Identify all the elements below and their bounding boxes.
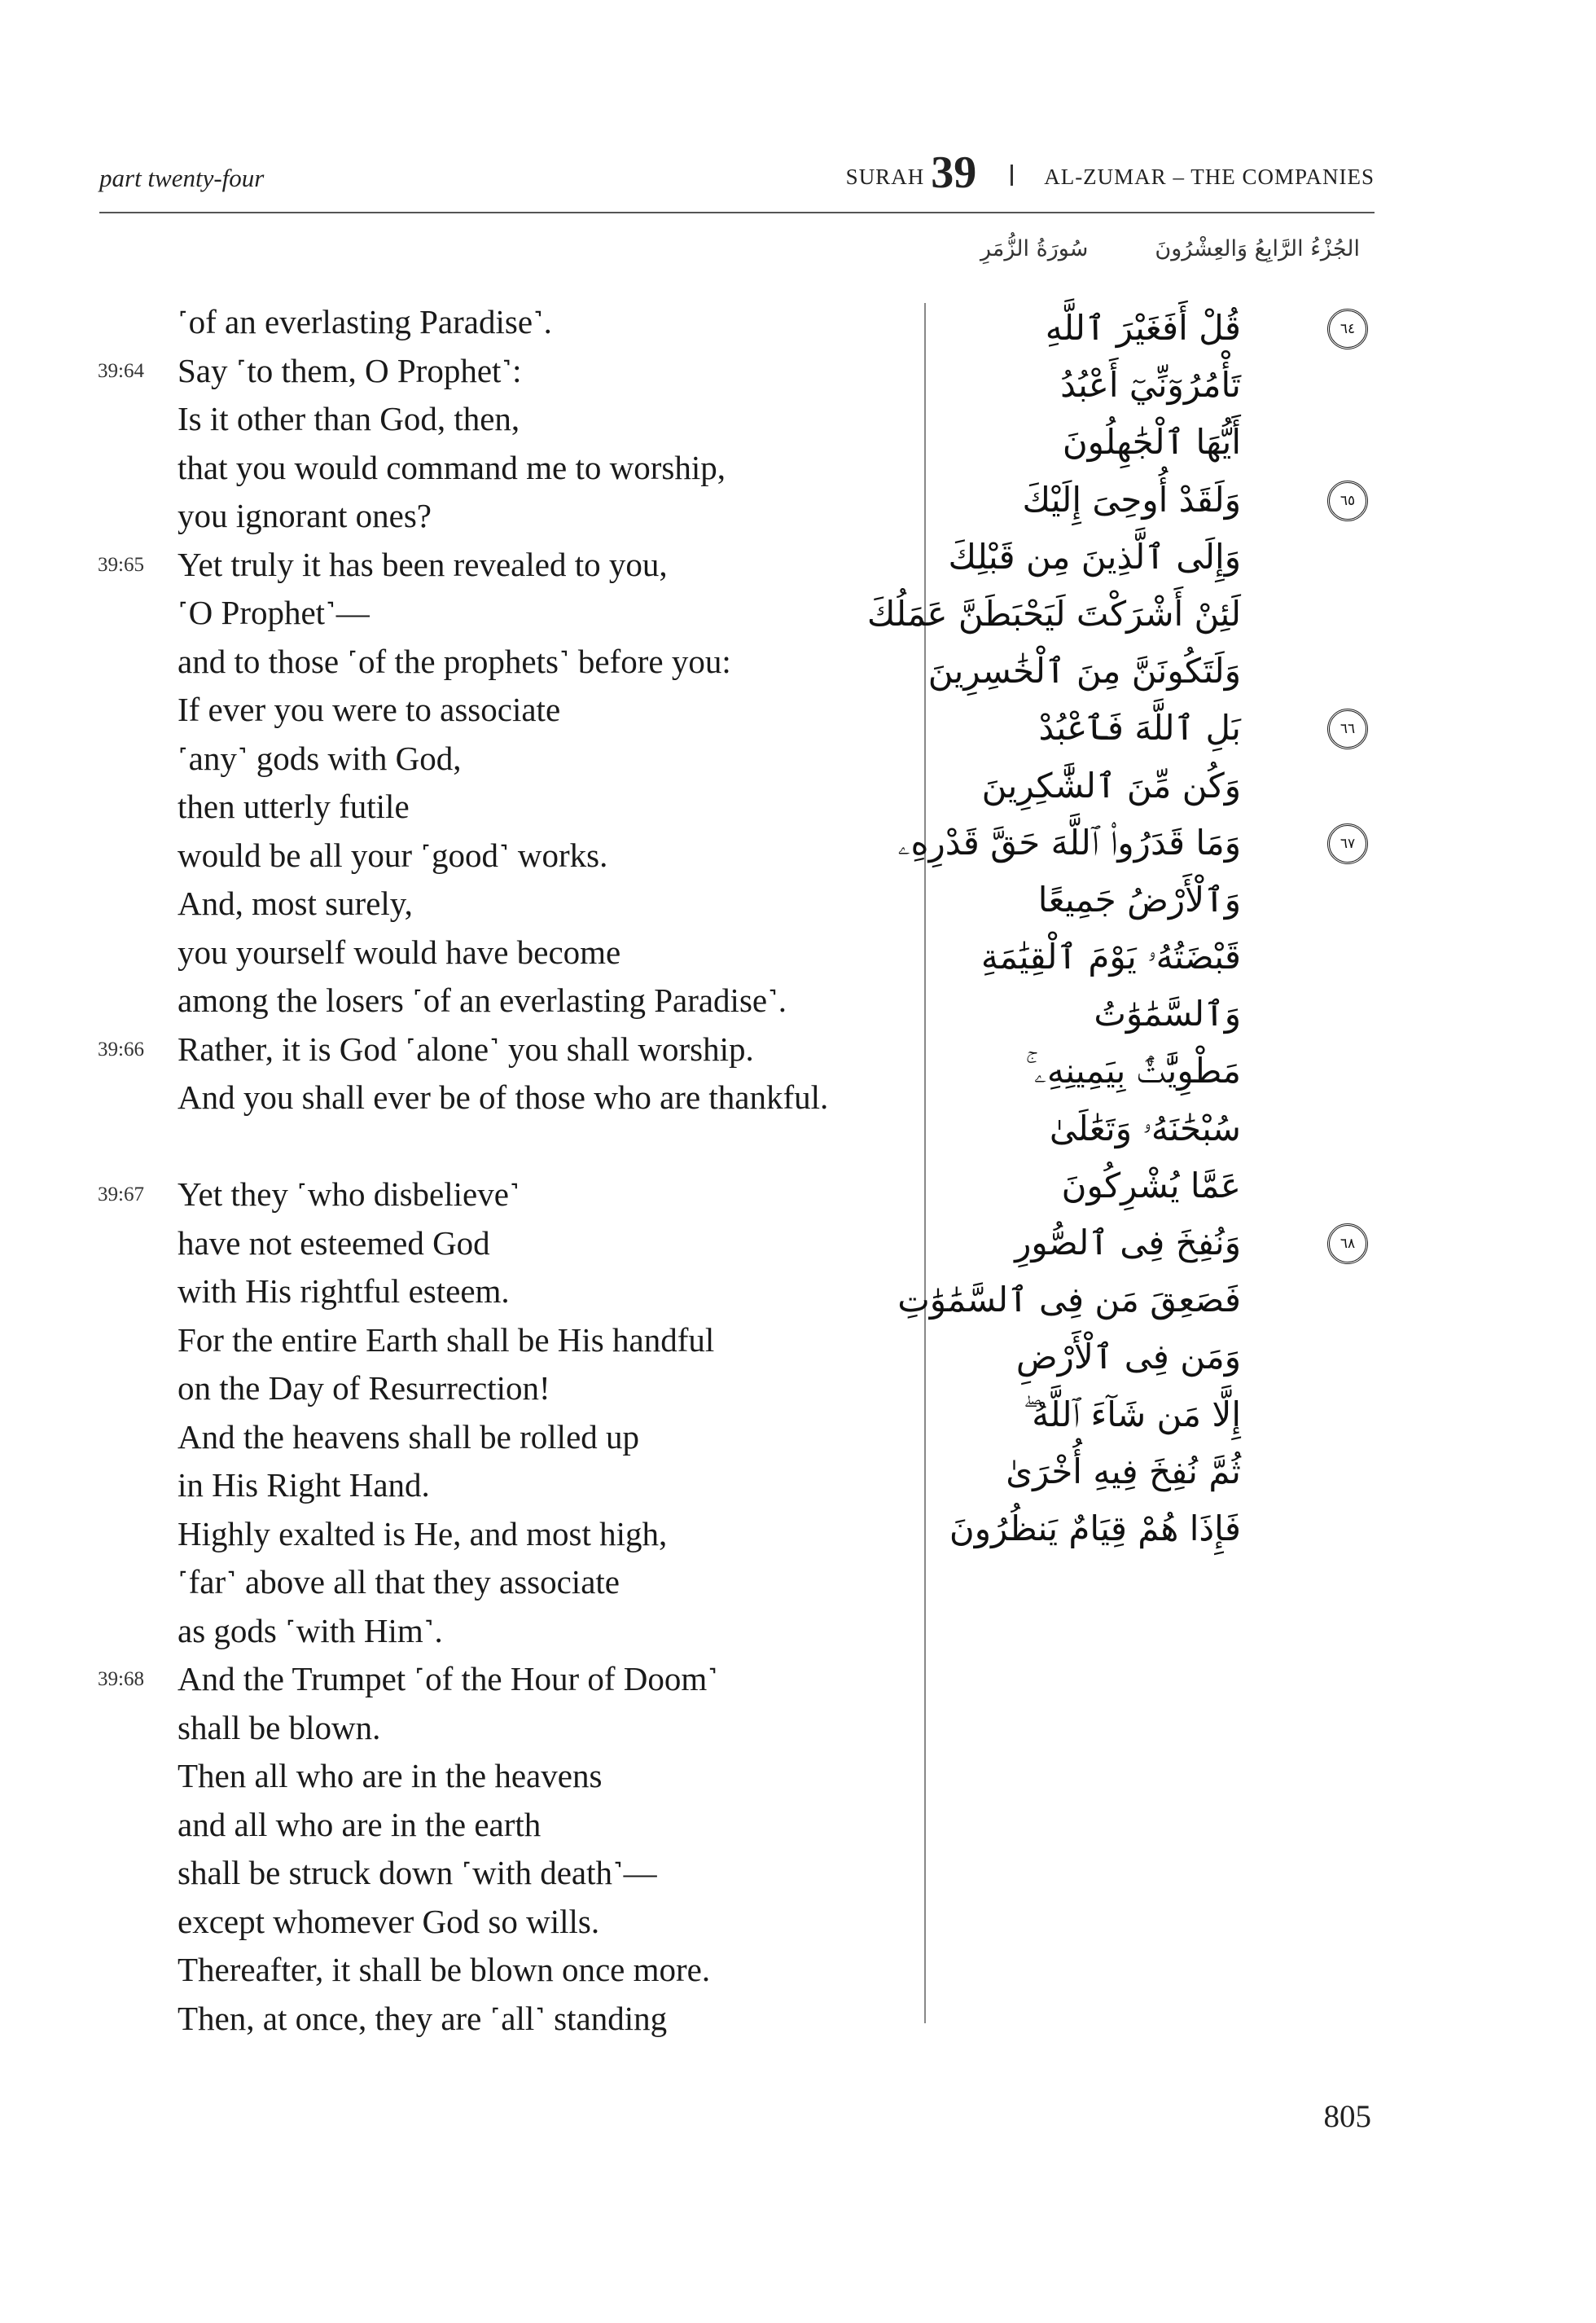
translation-text: in His Right Hand. — [178, 1466, 430, 1504]
translation-text: you yourself would have become — [178, 933, 621, 971]
translation-line — [90, 1655, 920, 1704]
translation-line — [90, 1510, 920, 1559]
arabic-verse-text: ثُمَّ نُفِخَ فِيهِ أُخْرَىٰ — [1006, 1451, 1241, 1491]
translation-line — [90, 686, 920, 735]
translation-text: you ignorant ones? — [178, 497, 432, 534]
translation-line — [90, 1364, 920, 1413]
arabic-line — [961, 414, 1368, 471]
translation-line — [90, 1849, 920, 1898]
translation-line — [90, 977, 920, 1025]
translation-line — [90, 735, 920, 784]
arabic-line — [961, 1328, 1368, 1385]
arabic-verse-text: مَطْوِيَّٰتٌۢ بِيَمِينِهِۦ ۚ — [1025, 1051, 1241, 1091]
verse-number: 39:67 — [98, 1183, 144, 1205]
translation-line — [90, 444, 920, 493]
header-divider — [1011, 165, 1013, 186]
translation-text: ˹any˺ gods with God, — [178, 739, 462, 777]
verse-number: 39:66 — [98, 1038, 144, 1060]
translation-line — [90, 1316, 920, 1365]
arabic-verse-text: أَيُّهَا ٱلْجَٰهِلُونَ — [1062, 422, 1241, 463]
header-rule — [99, 212, 1375, 213]
arabic-line — [866, 586, 1368, 643]
verse-number: 39:64 — [98, 359, 144, 382]
arabic-line — [961, 758, 1368, 815]
translation-line — [90, 880, 920, 929]
arabic-verse-text: فَإِذَا هُمْ قِيَامٌ يَنظُرُونَ — [949, 1508, 1241, 1548]
arabic-verse-text: وَٱلْأَرْضُ جَمِيعًا — [1037, 879, 1241, 920]
translation-text: and to those ˹of the prophets˺ before you: — [178, 642, 731, 680]
arabic-line — [961, 472, 1368, 529]
verse-number: 39:68 — [98, 1668, 144, 1690]
translation-text: then utterly futile — [178, 788, 410, 825]
arabic-text-column — [866, 300, 1368, 1557]
arabic-verse-text: وَمَن فِى ٱلْأَرْضِ — [1015, 1337, 1241, 1377]
arabic-line — [961, 1043, 1368, 1100]
translation-text: Rather, it is God ˹alone˺ you shall worship. — [178, 1030, 754, 1068]
arabic-verse-text: وَلَقَدْ أُوحِىَ إِلَيْكَ — [1022, 479, 1241, 520]
arabic-verse-text: وَكُن مِّنَ ٱلشَّٰكِرِينَ — [981, 765, 1241, 806]
translation-text: with His rightful esteem. — [178, 1272, 510, 1310]
translation-line — [90, 783, 920, 832]
arabic-line — [961, 357, 1368, 414]
ayah-number-marker: ٦٤ — [1327, 309, 1368, 349]
translation-text: And you shall ever be of those who are thankful. — [178, 1078, 829, 1116]
arabic-line — [961, 700, 1368, 757]
arabic-verse-text: فَصَعِقَ مَن فِى ٱلسَّمَٰوَٰتِ — [897, 1280, 1241, 1320]
translation-line — [90, 1267, 920, 1316]
arabic-verse-text: لَئِنْ أَشْرَكْتَ لَيَحْبَطَنَّ عَمَلُكَ — [866, 593, 1241, 634]
translation-text: as gods ˹with Him˺. — [178, 1611, 443, 1649]
arabic-line — [927, 643, 1368, 700]
arabic-line — [897, 815, 1368, 872]
arabic-header-juz: الجُزْءُ الرَّابِعُ وَالعِشْرُونَ — [1155, 236, 1360, 261]
page-number: 805 — [1323, 2099, 1371, 2134]
arabic-verse-text: تَأْمُرُوٓنِّيٓ أَعْبُدُ — [1060, 365, 1241, 406]
translation-line — [90, 541, 920, 590]
arabic-verse-text: سُبْحَٰنَهُۥ وَتَعَٰلَىٰ — [1049, 1108, 1241, 1148]
arabic-line — [961, 1157, 1368, 1214]
ayah-number-marker: ٦٥ — [1327, 481, 1368, 521]
arabic-verse-text: وَنُفِخَ فِى ٱلصُّورِ — [1015, 1223, 1241, 1262]
translation-text: Then all who are in the heavens — [178, 1757, 603, 1794]
translation-text: Say ˹to them, O Prophet˺: — [178, 351, 522, 389]
translation-line — [90, 1801, 920, 1850]
arabic-line — [897, 1271, 1368, 1328]
translation-text: shall be struck down ˹with death˺— — [178, 1854, 657, 1891]
arabic-verse-text: بَلِ ٱللَّهَ فَٱعْبُدْ — [1038, 708, 1241, 749]
translation-text: Yet truly it has been revealed to you, — [178, 545, 668, 583]
translation-text: shall be blown. — [178, 1708, 381, 1746]
translation-text: ˹O Prophet˺— — [178, 594, 370, 631]
translation-line — [90, 1074, 920, 1122]
translation-line — [90, 589, 920, 638]
arabic-header-surah: سُورَةُ الزُّمَرِ — [980, 236, 1089, 261]
arabic-verse-text: وَمَا قَدَرُوا۟ ٱللَّهَ حَقَّ قَدْرِهِۦ — [897, 822, 1241, 863]
translation-line — [90, 1170, 920, 1219]
ayah-number-marker: ٦٨ — [1327, 1223, 1368, 1264]
translation-line — [90, 1122, 920, 1171]
arabic-line — [961, 1100, 1368, 1157]
arabic-line — [961, 929, 1368, 986]
arabic-line — [961, 1214, 1368, 1271]
translation-line — [90, 1898, 920, 1947]
translation-text: that you would command me to worship, — [178, 448, 726, 486]
translation-text: Then, at once, they are ˹all˺ standing — [178, 1999, 668, 2037]
ayah-number-marker: ٦٧ — [1327, 823, 1368, 864]
column-divider — [924, 303, 926, 2023]
translation-text: Thereafter, it shall be blown once more. — [178, 1951, 711, 1988]
arabic-line — [961, 872, 1368, 929]
translation-line — [90, 1461, 920, 1510]
arabic-line — [949, 1500, 1368, 1557]
translation-text: would be all your ˹good˺ works. — [178, 836, 608, 874]
translation-line — [90, 1995, 920, 2044]
running-header-surah — [846, 147, 1375, 199]
translation-text: on the Day of Resurrection! — [178, 1369, 550, 1407]
translation-line — [90, 298, 920, 347]
arabic-verse-text: عَمَّا يُشْرِكُونَ — [1061, 1165, 1241, 1205]
translation-line — [90, 1558, 920, 1607]
translation-line — [90, 1413, 920, 1462]
translation-line — [90, 1025, 920, 1074]
translation-text: except whomever God so wills. — [178, 1902, 600, 1940]
arabic-line — [948, 529, 1368, 586]
surah-label: SURAH — [845, 165, 925, 189]
running-header-part: part twenty-four — [99, 164, 265, 192]
translation-line — [90, 347, 920, 396]
arabic-verse-text: إِلَّا مَن شَآءَ ٱللَّهُ ۖ — [1023, 1394, 1241, 1434]
translation-line — [90, 1607, 920, 1656]
translation-line — [90, 1704, 920, 1753]
translation-line — [90, 638, 920, 687]
surah-number: 39 — [931, 147, 977, 198]
arabic-verse-text: وَإِلَى ٱلَّذِينَ مِن قَبْلِكَ — [948, 536, 1241, 577]
translation-line — [90, 395, 920, 444]
arabic-verse-text: قُلْ أَفَغَيْرَ ٱللَّهِ — [1045, 308, 1241, 348]
translation-line — [90, 492, 920, 541]
english-translation-column — [90, 298, 920, 2043]
arabic-line — [961, 986, 1368, 1043]
translation-line — [90, 832, 920, 880]
translation-text: Highly exalted is He, and most high, — [178, 1514, 668, 1552]
translation-line — [90, 1219, 920, 1268]
arabic-line — [961, 300, 1368, 357]
translation-line — [90, 1946, 920, 1995]
translation-line — [90, 929, 920, 977]
translation-text: And, most surely, — [178, 885, 413, 922]
translation-text: And the heavens shall be rolled up — [178, 1417, 640, 1456]
surah-name: AL-ZUMAR – THE COMPANIES — [1044, 165, 1375, 189]
translation-text: Is it other than God, then, — [178, 400, 520, 437]
translation-text: If ever you were to associate — [178, 691, 561, 728]
verse-number: 39:65 — [98, 553, 144, 576]
translation-text: among the losers ˹of an everlasting Paradise˺. — [178, 981, 787, 1019]
arabic-line — [961, 1386, 1368, 1443]
translation-text: And the Trumpet ˹of the Hour of Doom˺ — [178, 1660, 718, 1697]
translation-text: For the entire Earth shall be His handful — [178, 1320, 715, 1359]
translation-line — [90, 1752, 920, 1801]
arabic-line — [961, 1443, 1368, 1500]
translation-text: ˹far˺ above all that they associate — [178, 1563, 620, 1601]
arabic-verse-text: وَلَتَكُونَنَّ مِنَ ٱلْخَٰسِرِينَ — [927, 651, 1241, 692]
arabic-verse-text: وَٱلسَّمَٰوَٰتُ — [1094, 994, 1241, 1034]
translation-text: and all who are in the earth — [178, 1805, 542, 1843]
arabic-verse-text: قَبْضَتُهُۥ يَوْمَ ٱلْقِيَٰمَةِ — [980, 937, 1241, 977]
translation-text: ˹of an everlasting Paradise˺. — [178, 303, 552, 340]
translation-text: have not esteemed God — [178, 1223, 490, 1262]
translation-text: Yet they ˹who disbelieve˺ — [178, 1175, 520, 1213]
ayah-number-marker: ٦٦ — [1327, 709, 1368, 749]
